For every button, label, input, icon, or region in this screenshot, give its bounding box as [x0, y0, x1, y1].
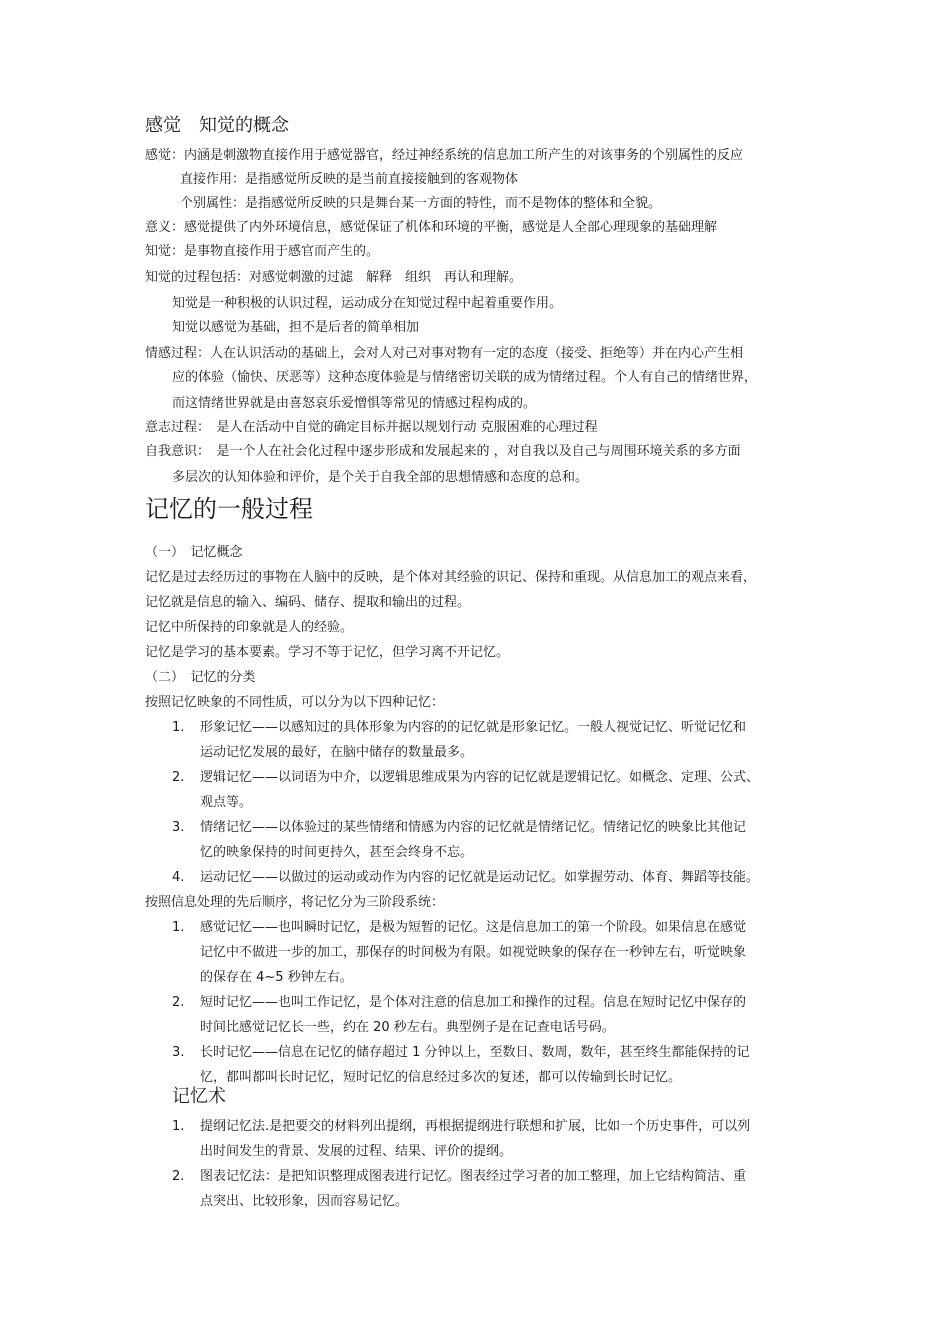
list-number: 1.	[172, 1119, 185, 1134]
text-line: 多层次的认知体验和评价，是个关于自我全部的思想情感和态度的总和。	[172, 470, 589, 485]
list-item-line: 运动记忆——以做过的运动或动作为内容的记忆就是运动记忆。如掌握劳动、体育、舞蹈等技能。	[200, 870, 760, 885]
list-number: 1.	[172, 920, 185, 935]
list-item-line: 图表记忆法：是把知识整理成图表进行记忆。图表经过学习者的加工整理，加上它结构简洁、重	[200, 1169, 747, 1184]
text-line: 知觉：是事物直接作用于感官而产生的。	[145, 244, 380, 259]
text-line: 记忆就是信息的输入、编码、储存、提取和输出的过程。	[145, 595, 471, 610]
text-line: 知觉是一种积极的认识过程，运动成分在知觉过程中起着重要作用。	[172, 296, 563, 311]
list-item-line: 观点等。	[200, 795, 253, 810]
list-item-line: 逻辑记忆——以词语为中介，以逻辑思维成果为内容的记忆就是逻辑记忆。如概念、定理、公式、	[200, 770, 760, 785]
text-line: 个别属性：是指感觉所反映的只是舞台某一方面的特性，而不是物体的整体和全貌。	[180, 196, 662, 211]
list-number: 2.	[172, 770, 185, 785]
text-line: 意志过程： 是人在活动中自觉的确定目标并据以规划行动 克服困难的心理过程	[145, 420, 598, 435]
text-line: 直接作用：是指感觉所反映的是当前直接接触到的客观物体	[180, 172, 519, 187]
text-line: 记忆是过去经历过的事物在人脑中的反映，是个体对其经验的识记、保持和重现。从信息加工的观点来看，	[145, 570, 757, 585]
text-line: 记忆中所保持的印象就是人的经验。	[145, 620, 354, 635]
list-item-line: 形象记忆——以感知过的具体形象为内容的的记忆就是形象记忆。一般人视觉记忆、听觉记忆和	[200, 720, 747, 735]
section-heading-perception: 感觉 知觉的概念	[145, 115, 289, 136]
list-item-line: 运动记忆发展的最好，在脑中储存的数量最多。	[200, 745, 474, 760]
text-line: 知觉的过程包括：对感觉刺激的过滤 解释 组织 再认和理解。	[145, 270, 523, 285]
text-line: 应的体验（愉快、厌恶等）这种态度体验是与情绪密切关联的成为情绪过程。个人有自己的情绪世界，	[172, 370, 758, 385]
subheading: （一） 记忆概念	[145, 545, 243, 560]
text-line: 按照记忆映象的不同性质，可以分为以下四种记忆：	[145, 695, 445, 710]
list-number: 2.	[172, 1169, 185, 1184]
list-number: 3.	[172, 1045, 185, 1060]
section-heading-memory: 记忆的一般过程	[145, 495, 313, 523]
list-item-line: 点突出、比较形象，因而容易记忆。	[200, 1194, 409, 1209]
subheading: （二） 记忆的分类	[145, 670, 256, 685]
text-line: 自我意识： 是一个人在社会化过程中逐步形成和发展起来的 ，对自我以及自己与周围环境关系的多方面	[145, 444, 741, 459]
section-heading-mnemonics: 记忆术	[172, 1086, 226, 1107]
list-item-line: 情绪记忆——以体验过的某些情绪和情感为内容的记忆就是情绪记忆。情绪记忆的映象比其他记	[200, 820, 747, 835]
text-line: 情感过程：人在认识活动的基础上，会对人对己对事对物有一定的态度（接受、拒绝等）并在内心产生相	[145, 346, 744, 361]
list-number: 1.	[172, 720, 185, 735]
list-item-line: 提纲记忆法.是把要交的材料列出提纲，再根据提纲进行联想和扩展，比如一个历史事件，可以列	[200, 1119, 751, 1134]
text-line: 记忆是学习的基本要素。学习不等于记忆，但学习离不开记忆。	[145, 645, 510, 660]
list-item-line: 短时记忆——也叫工作记忆，是个体对注意的信息加工和操作的过程。信息在短时记忆中保存的	[200, 995, 747, 1010]
text-line: 知觉以感觉为基础，担不是后者的简单相加	[172, 320, 420, 335]
list-item-line: 长时记忆——信息在记忆的储存超过 1 分钟以上，至数日、数周，数年，甚至终生都能保持的记	[200, 1045, 750, 1060]
text-line: 按照信息处理的先后顺序，将记忆分为三阶段系统：	[145, 895, 445, 910]
list-item-line: 出时间发生的背景、发展的过程、结果、评价的提纲。	[200, 1144, 513, 1159]
list-number: 2.	[172, 995, 185, 1010]
list-item-line: 时间比感觉记忆长一些，约在 20 秒左右。典型例子是在记查电话号码。	[200, 1020, 615, 1035]
list-item-line: 感觉记忆——也叫瞬时记忆，是极为短暂的记忆。这是信息加工的第一个阶段。如果信息在感觉	[200, 920, 747, 935]
text-line: 感觉：内涵是刺激物直接作用于感觉器官，经过神经系统的信息加工所产生的对该事务的个别属性的反应	[145, 148, 744, 163]
list-item-line: 忆的映象保持的时间更持久，甚至会终身不忘。	[200, 845, 474, 860]
list-number: 3.	[172, 820, 185, 835]
list-item-line: 忆，都叫都叫长时记忆，短时记忆的信息经过多次的复述，都可以传输到长时记忆。	[200, 1070, 682, 1085]
text-line: 而这情绪世界就是由喜怒哀乐爱憎惧等常见的情感过程构成的。	[172, 396, 537, 411]
list-item-line: 的保存在 4~5 秒钟左右。	[200, 970, 353, 985]
text-line: 意义：感觉提供了内外环境信息，感觉保证了机体和环境的平衡，感觉是人全部心理现象的基础理解	[145, 220, 718, 235]
list-item-line: 记忆中不做进一步的加工，那保存的时间极为有限。如视觉映象的保存在一秒钟左右，听觉映象	[200, 945, 747, 960]
list-number: 4.	[172, 870, 185, 885]
